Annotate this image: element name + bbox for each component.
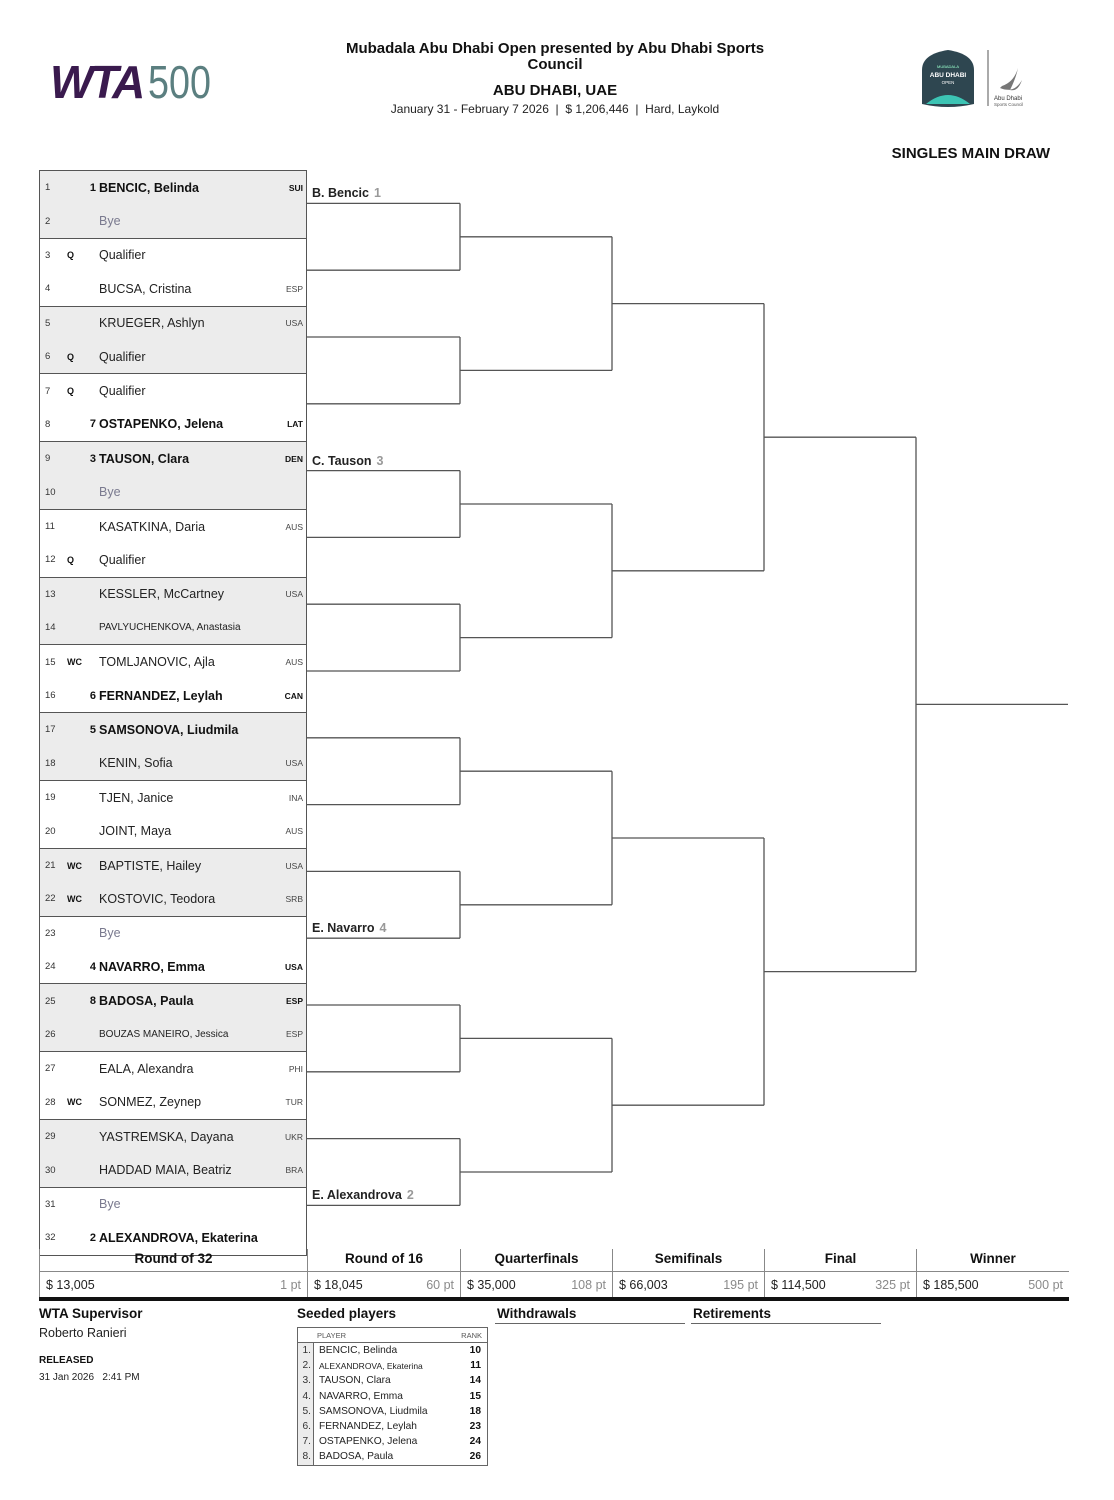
round-of-32-winner [312,186,381,200]
draw-row [40,1086,306,1119]
draw-pair [39,509,307,577]
entry-status: WC [67,893,82,904]
prize-round-header: Final [764,1249,916,1271]
draw-pair [39,373,307,441]
draw-pair [39,1051,307,1119]
tournament-header [320,41,790,116]
draw-position: 26 [45,1028,56,1040]
prize-cell [460,1272,612,1297]
seed-number: 2 [89,1231,96,1244]
wta-500-logo [50,55,225,108]
draw-position: 14 [45,622,56,634]
player-name: TOMLJANOVIC, Ajla [99,655,215,670]
draw-row [40,476,306,509]
seed-index: 2. [298,1358,314,1373]
player-name: PAVLYUCHENKOVA, Anastasia [99,622,241,634]
draw-row [40,578,306,611]
ranking-points: 500 pt [1028,1277,1063,1292]
player-name: Qualifier [99,384,146,399]
entry-status: Q [67,386,75,397]
ranking-points: 325 pt [875,1277,910,1292]
nationality: CAN [284,690,303,701]
draw-position: 22 [45,893,56,905]
draw-row [40,408,306,441]
ranking-points: 195 pt [723,1277,758,1292]
nationality: TUR [285,1097,303,1108]
winner-seed: 1 [373,186,381,201]
draw-pair [39,441,307,509]
player-name: KASATKINA, Daria [99,519,206,534]
player-name: Qualifier [99,552,146,567]
col-player: PLAYER [317,1331,347,1340]
entry-status: WC [67,1097,82,1108]
draw-position: 8 [45,418,51,430]
draw-position: 11 [45,521,55,533]
draw-pair [39,848,307,916]
supervisor-name: Roberto Ranieri [39,1326,127,1340]
seeded-player-name: TAUSON, Clara [319,1375,391,1387]
draw-position: 31 [45,1198,56,1210]
draw-position: 27 [45,1063,56,1075]
seeded-player-name: NAVARRO, Emma [319,1390,403,1402]
seed-index: 7. [298,1434,314,1449]
prize-cell [307,1272,460,1297]
prize-cell [916,1272,1069,1297]
winner-seed: 4 [379,921,387,936]
draw-row [40,917,306,950]
draw-position: 12 [45,554,56,566]
draw-row [40,1052,306,1085]
player-name: SONMEZ, Zeynep [99,1095,202,1110]
seed-number: 8 [89,995,96,1008]
prize-round-header: Semifinals [612,1249,764,1271]
player-name: BENCIC, Belinda [99,180,200,195]
tournament-details: January 31 - February 7 2026 | $ 1,206,446 | Hard, Laykold [390,102,720,116]
player-name: NAVARRO, Emma [99,959,205,974]
draw-position: 5 [45,317,51,329]
prize-cell [612,1272,764,1297]
nationality: DEN [285,453,303,464]
prize-cell [764,1272,916,1297]
nationality: BRA [285,1165,303,1176]
seed-index: 6. [298,1419,314,1434]
seeded-row [298,1373,487,1388]
prize-cell [39,1272,307,1297]
draw-pair [39,1119,307,1187]
seeded-row [298,1343,487,1358]
draw-row [40,204,306,237]
draw-position: 21 [45,860,56,871]
draw-pair [39,1187,307,1256]
supervisor-heading: WTA Supervisor [39,1306,143,1321]
prize-money: $ 185,500 [923,1277,979,1292]
retirements-heading: Retirements [691,1306,881,1324]
draw-pair [39,644,307,712]
entry-status: WC [67,860,82,871]
player-name: JOINT, Maya [99,824,172,839]
draw-position: 18 [45,757,56,769]
nationality: USA [285,589,303,600]
logo-wta-text: WTA [50,56,143,108]
svg-text:OPEN: OPEN [941,80,955,85]
draw-row [40,239,306,272]
nationality: ESP [285,1029,303,1040]
seeded-player-name: ALEXANDROVA, Ekaterina [319,1360,423,1371]
player-name: EALA, Alexandra [99,1061,194,1076]
draw-position: 6 [45,351,51,363]
seed-index: 1. [298,1343,314,1358]
seed-number: 1 [89,181,96,194]
seeded-player-rank: 15 [469,1390,481,1402]
draw-title: SINGLES MAIN DRAW [891,145,1050,162]
draw-pair [39,238,307,306]
draw-pair [39,577,307,645]
round-of-32-winner [312,1188,414,1202]
ranking-points: 60 pt [426,1277,454,1292]
draw-position: 7 [45,385,51,397]
player-name: Qualifier [99,349,146,364]
prize-money: $ 66,003 [619,1277,668,1292]
player-name: Bye [99,926,121,941]
svg-text:Abu Dhabi: Abu Dhabi [994,96,1023,102]
seeded-player-rank: 14 [469,1375,481,1387]
winner-name: E. Alexandrova [312,1188,402,1203]
abu-dhabi-sports-council-logo [994,68,1023,107]
seeded-row [298,1419,487,1434]
winner-name: C. Tauson [312,453,372,468]
player-name: BOUZAS MANEIRO, Jessica [99,1028,229,1040]
nationality: AUS [285,826,303,837]
draw-row [40,543,306,576]
draw-row [40,272,306,305]
draw-row [40,1018,306,1051]
seeded-row [298,1434,487,1449]
winner-seed: 2 [406,1188,414,1203]
seeded-player-rank: 10 [469,1345,481,1357]
seeded-row [298,1358,487,1373]
winner-seed: 3 [376,453,384,468]
withdrawals-heading: Withdrawals [495,1306,685,1324]
player-name: Bye [99,214,121,229]
tournament-name-line2: Council [527,56,583,73]
retirements-section [691,1306,881,1324]
draw-position: 25 [45,995,56,1007]
draw-row [40,1120,306,1153]
logo-tier-text: 500 [148,56,212,108]
seeded-players-heading: Seeded players [297,1306,397,1321]
seeded-player-rank: 11 [470,1360,481,1372]
draw-position: 20 [45,825,56,837]
nationality: SUI [288,182,303,193]
ranking-points: 108 pt [571,1277,606,1292]
released-datetime: 31 Jan 2026 2:41 PM [39,1372,140,1383]
tournament-location: ABU DHABI, UAE [492,82,618,99]
nationality: INA [288,792,303,803]
player-name: Bye [99,1197,121,1212]
prize-header-row [39,1249,1069,1271]
nationality: LAT [287,419,303,430]
draw-position: 1 [45,182,51,194]
draw-position: 28 [45,1096,56,1108]
nationality: USA [285,860,303,871]
seeded-row [298,1404,487,1419]
player-name: KOSTOVIC, Teodora [99,891,216,906]
player-name: KENIN, Sofia [99,756,173,771]
draw-row [40,984,306,1017]
draw-row [40,849,306,882]
player-name: OSTAPENKO, Jelena [99,417,224,432]
prize-round-header: Quarterfinals [460,1249,612,1271]
player-name: BAPTISTE, Hailey [99,858,202,873]
entry-status: WC [67,657,82,668]
prize-money: $ 35,000 [467,1277,516,1292]
draw-row [40,713,306,746]
draw-row [40,442,306,475]
draw-pair [39,983,307,1051]
seeded-player-rank: 24 [469,1436,481,1448]
sponsor-logos [918,48,1033,110]
draw-row [40,340,306,373]
seed-number: 6 [89,689,96,702]
seeded-player-rank: 26 [469,1451,481,1463]
nationality: PHI [288,1063,303,1074]
draw-position: 29 [45,1131,56,1143]
draw-row [40,611,306,644]
prize-money: $ 13,005 [46,1277,95,1292]
draw-row [40,679,306,712]
nationality: SRB [285,893,303,904]
nationality: ESP [285,996,303,1007]
player-name: KESSLER, McCartney [99,587,225,602]
draw-position: 9 [45,453,51,465]
seed-index: 8. [298,1449,314,1464]
player-name: FERNANDEZ, Leylah [99,688,223,703]
winner-name: E. Navarro [312,921,375,936]
seeded-player-name: FERNANDEZ, Leylah [319,1421,417,1433]
nationality: USA [285,961,303,972]
abu-dhabi-open-logo [922,50,974,107]
seeded-player-rank: 18 [469,1405,481,1417]
draw-row [40,171,306,204]
player-name: TJEN, Janice [99,790,174,805]
draw-position: 13 [45,588,56,600]
svg-text:MUBADALA: MUBADALA [936,64,960,69]
draw-row [40,747,306,780]
draw-position: 19 [45,792,56,804]
draw-row [40,950,306,983]
seed-number: 4 [89,960,96,973]
prize-round-header: Round of 32 [39,1249,307,1271]
draw-row [40,645,306,678]
supervisor-section [39,1306,143,1383]
seeded-player-name: SAMSONOVA, Liudmila [319,1405,428,1417]
player-name: ALEXANDROVA, Ekaterina [99,1230,258,1245]
entry-status: Q [67,554,75,565]
withdrawals-section [495,1306,685,1324]
draw-pair [39,916,307,984]
draw-position: 15 [45,656,56,668]
draw-row [40,814,306,847]
draw-position: 24 [45,961,56,973]
draw-position: 23 [45,927,56,939]
draw-pair [39,170,307,238]
seed-number: 3 [89,452,96,465]
draw-position: 17 [45,724,56,736]
seeded-player-name: OSTAPENKO, Jelena [319,1436,418,1448]
draw-position: 30 [45,1164,56,1176]
col-rank: RANK [461,1331,482,1340]
seed-index: 4. [298,1389,314,1404]
nationality: USA [285,318,303,329]
round-of-32-winner [312,454,383,468]
seed-index: 3. [298,1373,314,1388]
draw-position: 16 [45,690,56,702]
draw-row [40,781,306,814]
winner-name: B. Bencic [312,186,369,201]
player-name: TAUSON, Clara [99,451,190,466]
seeded-row [298,1389,487,1404]
seeded-player-name: BENCIC, Belinda [319,1345,398,1357]
seeded-player-name: BADOSA, Paula [319,1451,394,1463]
draw-pair [39,712,307,780]
entry-status: Q [67,250,75,261]
nationality: USA [285,758,303,769]
seed-number: 7 [89,418,96,431]
released-label: RELEASED [39,1355,94,1366]
svg-text:ABU DHABI: ABU DHABI [929,72,967,79]
nationality: UKR [285,1131,303,1142]
seeded-row [298,1449,487,1464]
seeded-players-table [297,1327,488,1466]
draw-pair [39,306,307,374]
player-name: HADDAD MAIA, Beatriz [99,1163,232,1178]
prize-values-row [39,1271,1069,1297]
prize-money: $ 114,500 [771,1277,826,1292]
tournament-name-line1: Mubadala Abu Dhabi Open presented by Abu Dhabi Sports [345,40,765,57]
draw-row [40,1188,306,1221]
player-name: YASTREMSKA, Dayana [99,1129,234,1144]
player-name: KRUEGER, Ashlyn [99,316,205,331]
draw-row [40,307,306,340]
player-name: SAMSONOVA, Liudmila [99,722,239,737]
draw-row [40,510,306,543]
draw-pair [39,780,307,848]
svg-text:Sports Council: Sports Council [994,102,1024,107]
draw-position: 3 [45,249,51,261]
seed-index: 5. [298,1404,314,1419]
draw-position: 32 [45,1232,56,1244]
draw-position: 10 [45,486,56,498]
nationality: ESP [285,283,303,294]
seed-number: 5 [89,723,96,736]
prize-round-header: Winner [916,1249,1069,1271]
prize-round-header: Round of 16 [307,1249,460,1271]
draw-table [39,170,307,1256]
draw-position: 2 [45,215,51,227]
player-name: Bye [99,485,121,500]
draw-row [40,374,306,407]
entry-status: Q [67,351,75,362]
seeded-players-section [297,1306,488,1466]
player-name: BUCSA, Cristina [99,281,192,296]
nationality: AUS [285,521,303,532]
prize-money: $ 18,045 [314,1277,363,1292]
nationality: AUS [285,657,303,668]
player-name: BADOSA, Paula [99,994,194,1009]
draw-position: 4 [45,283,51,295]
player-name: Qualifier [99,248,146,263]
draw-row [40,1153,306,1186]
ranking-points: 1 pt [280,1277,301,1292]
draw-row [40,882,306,915]
seeded-table-header [298,1328,487,1343]
prize-money-table [39,1249,1069,1301]
seeded-player-rank: 23 [469,1421,481,1433]
round-of-32-winner [312,921,386,935]
